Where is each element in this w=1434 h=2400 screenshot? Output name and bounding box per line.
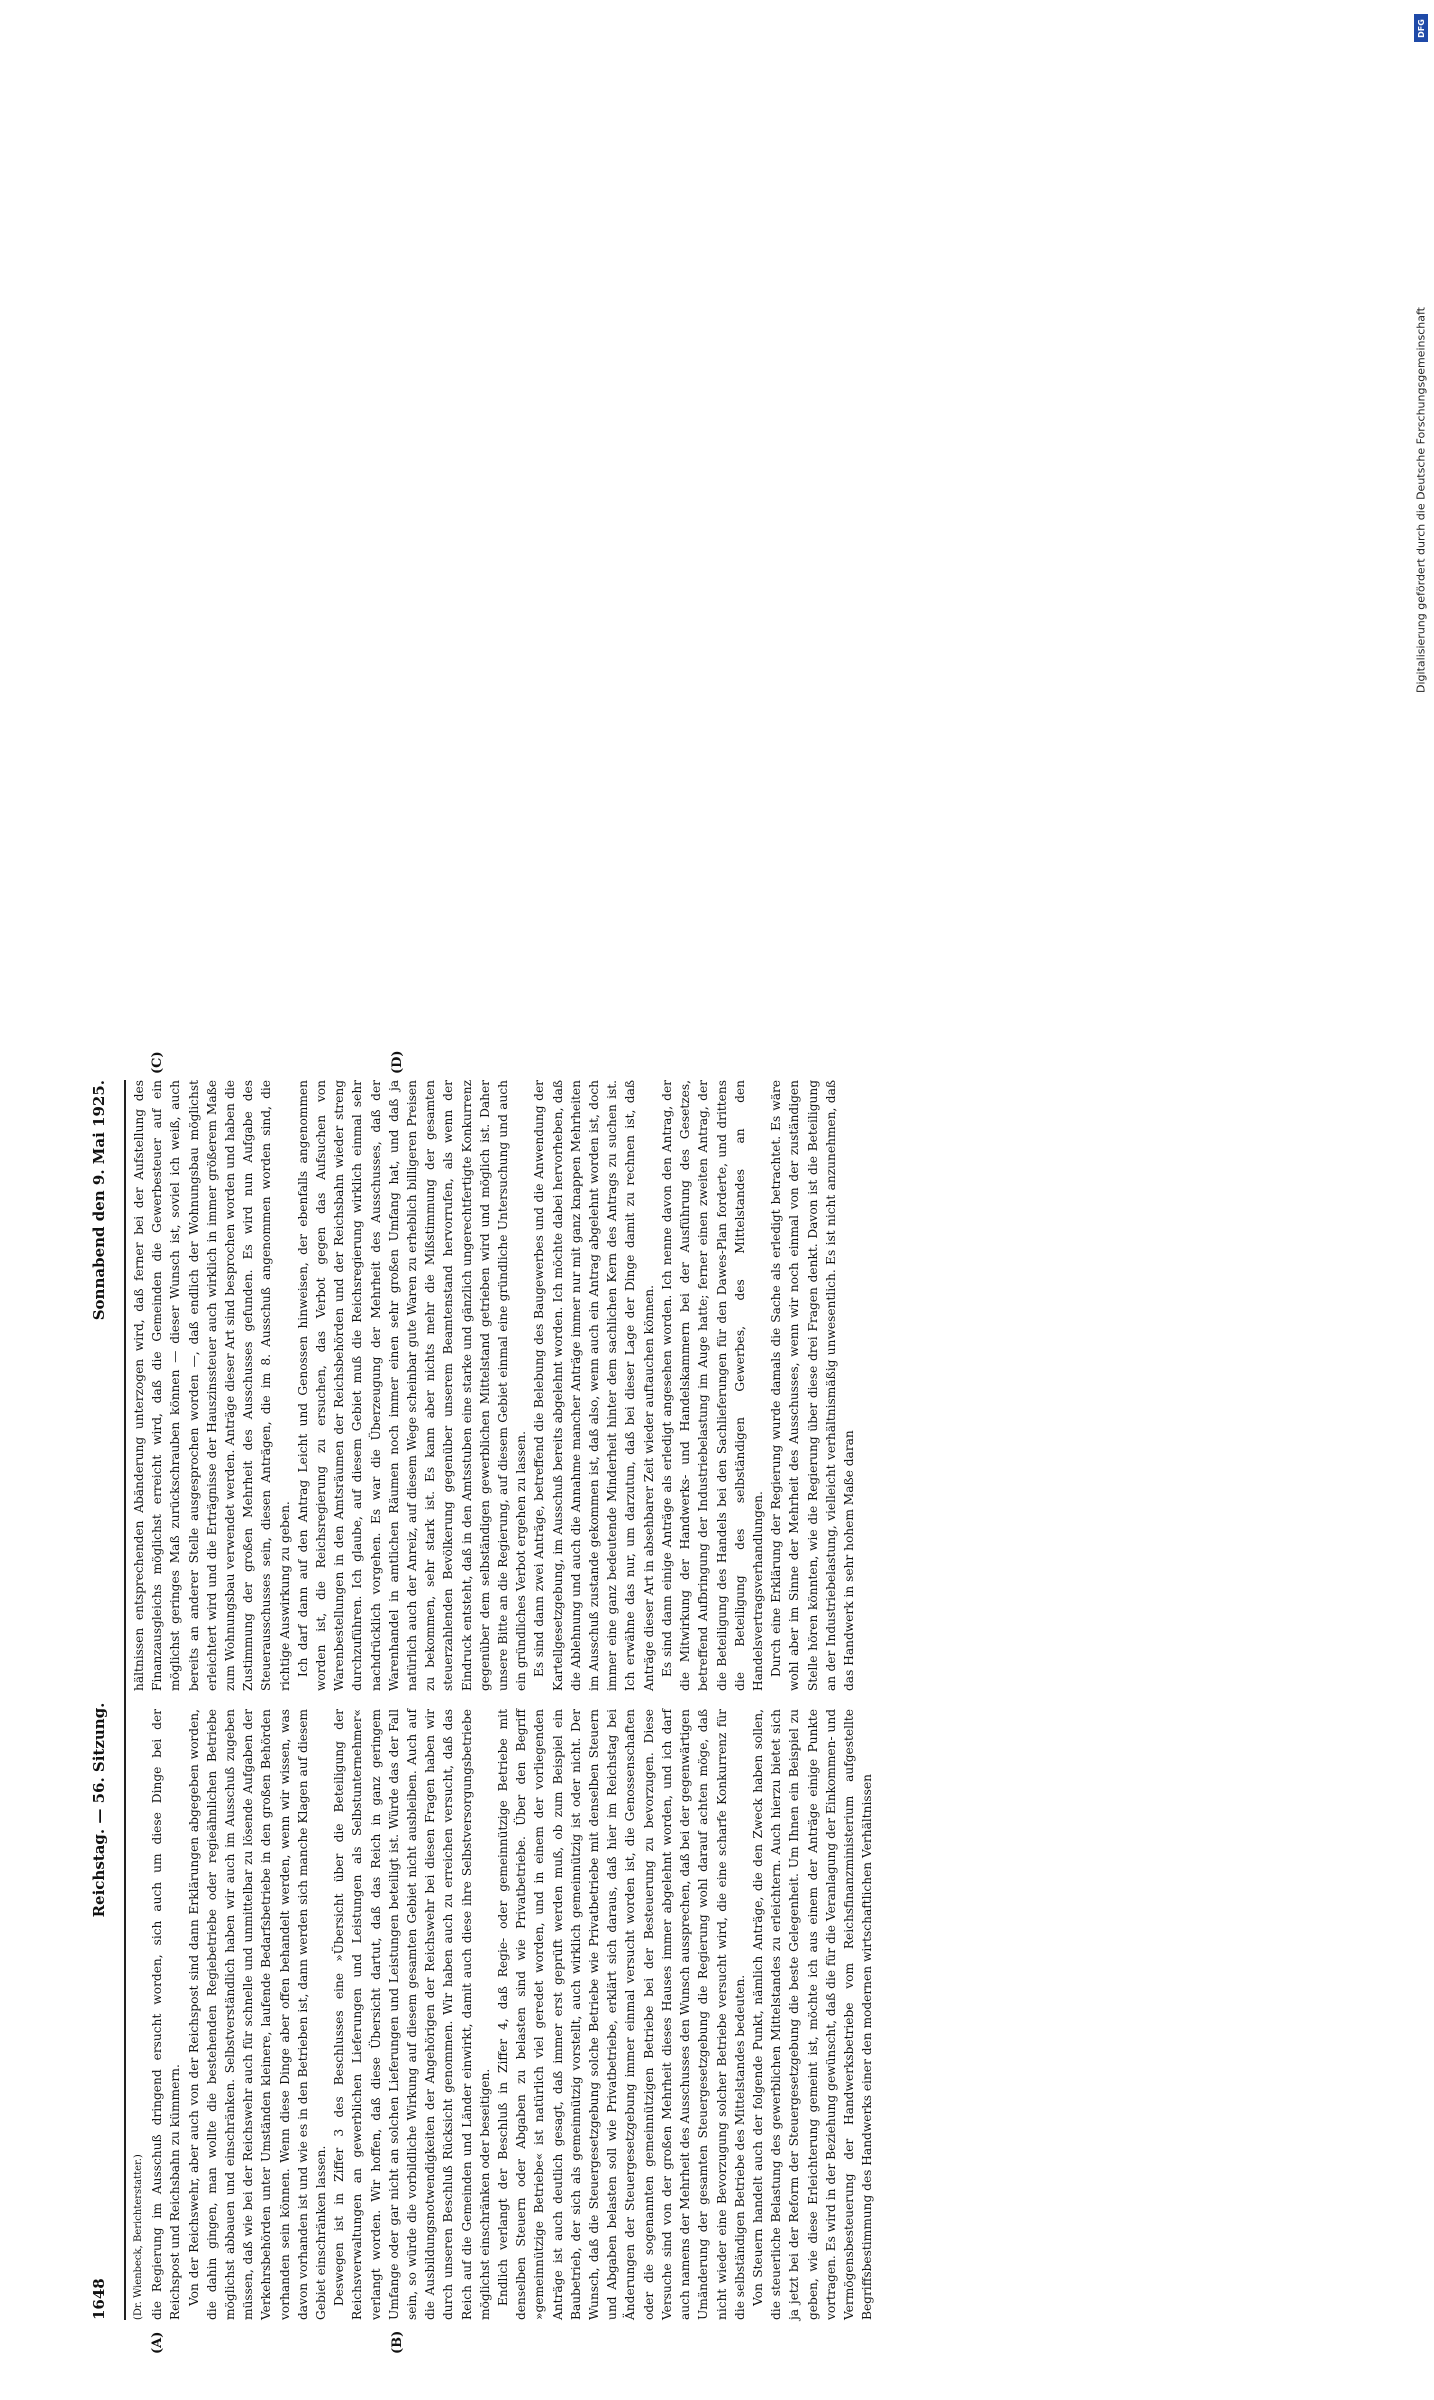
paragraph: Ich darf dann auf den Antrag Leicht und Genossen hinweisen, der ebenfalls angenommen worden ist, die Reichsregierung zu ersuchen, das Verbot gegen das Aufsuchen von Warenbestellungen in den Amtsräumen der Reichsbehörden und der Reichsbahn wieder streng durchzuführen. Ich glaube, auf diesem Gebiet muß die Reichsregierung wirklich einmal sehr nachdrücklich vorgehen. Es war die Überzeugung der Mehrheit des Ausschusses, daß der Warenhandel in amtlichen Räumen noch immer einen sehr großen Umfang hat, und daß ja natürlich auch der Anreiz, auf diesem Wege scheinbar gute Waren zu erheblich billigeren Preisen zu bekommen, sehr stark ist. Es kann aber nichts mehr die Mißstimmung der gesamten steuerzahlenden Bevölkerung gegenüber unserem Beamtenstand hervorrufen, als wenn der Eindruck entsteht, daß in den Amtsstuben eine starke und gänzlich ungerechtfertigte Konkurrenz gegenüber dem selbständigen gewerblichen Mittelstand getrieben wird und möglich ist. Daher unsere Bitte an die Regierung, auf diesem Gebiet einmal eine gründliche Untersuchung und auch ein gründliches Verbot ergehen zu lassen. xyxy=(295,1080,529,1691)
paragraph: Deswegen ist in Ziffer 3 des Beschlusses eine »Übersicht über die Beteiligung der Reichsverwaltungen an gewerblichen Lieferungen und Leistungen als Selbstunternehmer« verlangt worden. Wir hoffen, daß diese Übersicht dartut, daß das Reich in ganz geringem Umfange oder gar nicht an solchen Lieferungen und Leistungen beteiligt ist. Würde das der Fall sein, so würde die vorbildliche Wirkung auf diesem gesamten Gebiet nicht ausbleiben. Auch auf die Ausbildungsnotwendigkeiten der Angehörigen der Reichswehr bei diesen Fragen haben wir durch unseren Beschluß Rücksicht genommen. Wir haben auch zu erreichen versucht, daß das Reich auf die Gemeinden und Länder einwirkt, damit auch diese ihre Selbstversorgungsbetriebe möglichst einschränken oder beseitigen. xyxy=(332,1709,492,2320)
margin-mark-b: (B) xyxy=(390,2330,405,2354)
digitization-text: Digitalisierung gefördert durch die Deutsche Forschungsgemeinschaft xyxy=(1414,307,1428,693)
paragraph: Von Steuern handelt auch der folgende Punkt, nämlich Anträge, die den Zweck haben sollen, die steuerliche Belastung des gewerblichen Mittelstandes zu erleichtern. Auch hierzu bietet sich ja jetzt bei der Reform der Steuergesetzgebung die beste Gelegenheit. Um Ihnen ein Beispiel zu geben, wie diese Erleichterung gemeint ist, möchte ich aus einem der Anträge einige Punkte vortragen. Es wird in der Beziehung gewünscht, daß die für die Veranlagung der Einkommen- und Vermögensbesteuerung der Handwerksbetriebe vom Reichsfinanzministerium aufgestellte Begriffsbestimmung des Handwerks einer den modernen wirtschaftlichen Verhältnissen xyxy=(750,1709,875,2320)
column-left xyxy=(130,1709,875,2320)
text-columns xyxy=(130,1080,875,2320)
session-title: Reichstag. — 56. Sitzung. xyxy=(90,1702,108,1918)
paragraph: Durch eine Erklärung der Regierung wurde damals die Sache als erledigt betrachtet. Es wäre wohl aber im Sinne der Mehrheit des Ausschusses, wenn wir noch einmal von der zuständigen Stelle hören könnten, wie die Regierung über diese drei Fragen denkt. Davon ist die Beteiligung an der Industriebelastung, vielleicht verhältnismäßig unwesentlich. Es ist nicht anzunehmen, daß das Handwerk in sehr hohem Maße daran xyxy=(769,1080,856,1691)
paragraph: die Regierung im Ausschuß dringend ersucht worden, sich auch um diese Dinge bei der Reichspost und Reichsbahn zu kümmern. xyxy=(150,1709,183,2320)
paragraph: Es sind dann zwei Anträge, betreffend die Belebung des Baugewerbes und die Anwendung der Kartellgesetzgebung, im Ausschuß bereits abgelehnt worden. Ich möchte dabei hervorheben, daß die Ablehnung und auch die Annahme mancher Anträge immer nur mit ganz knappen Mehrheiten im Ausschuß zustande gekommen ist, daß also, wenn auch ein Antrag abgelehnt worden ist, doch immer eine ganz bedeutende Minderheit hinter dem sachlichen Kern des Antrags zu suchen ist. Ich erwähne das nur, um darzutun, daß bei dieser Lage der Dinge damit zu rechnen ist, daß Anträge dieser Art in absehbarer Zeit wieder auftauchen können. xyxy=(532,1080,656,1691)
digitization-note xyxy=(1410,8,1432,992)
header-rule xyxy=(124,1080,126,2320)
page-sheet xyxy=(90,1050,1390,2354)
speaker-label: (Dr. Wienbeck, Berichterstatter.) xyxy=(133,2154,144,2320)
paragraph: Es sind dann einige Anträge als erledigt angesehen worden. Ich nenne davon den Antrag, der die Mitwirkung der Handwerks- und Handelskammern bei der Ausführung des Gesetzes, betreffend Aufbringung der Industriebelastung im Auge hatte; ferner einen zweiten Antrag, der die Beteiligung des Handels bei den Sachlieferungen für den Dawes-Plan forderte, und drittens die Beteiligung des selbständigen Gewerbes, des Mittelstandes an den Handelsvertragsverhandlungen. xyxy=(659,1080,765,1691)
column-right xyxy=(130,1080,856,1691)
dfg-logo: DFG xyxy=(1414,14,1428,42)
paragraph: Endlich verlangt der Beschluß in Ziffer 4, daß Regie- oder gemeinnützige Betriebe mit denselben Steuern oder Abgaben zu belasten sind wie Privatbetriebe. Über den Begriff »gemeinnützige Betriebe« ist natürlich viel geredet worden, und in einem der vorliegenden Anträge ist auch deutlich gesagt, daß immer erst geprüft werden muß, ob zum Beispiel ein Baubetrieb, der sich als gemeinnützig vorstellt, auch wirklich gemeinnützig ist oder nicht. Der Wunsch, daß die Steuergesetzgebung solche Betriebe wie Privatbetriebe mit denselben Steuern und Abgaben belasten soll wie Privatbetriebe, erklärt sich daraus, daß hier im Reichstag bei Änderungen der Steuergesetzgebung immer einmal versucht worden ist, die Genossenschaften oder die sogenannten gemeinnützigen Betriebe bei der Besteuerung zu bevorzugen. Diese Versuche sind von der großen Mehrheit dieses Hauses immer abgelehnt worden, und ich darf auch namens der Mehrheit des Ausschusses den Wunsch aussprechen, daß bei der gegenwärtigen Umänderung der gesamten Steuergesetzgebung die Regierung wohl darauf achten möge, daß nicht wieder eine Bevorzugung solcher Betriebe versucht wird, die eine scharfe Konkurrenz für die selbständigen Betriebe des Mittelstandes bedeuten. xyxy=(496,1709,747,2320)
margin-mark-d: (D) xyxy=(390,1050,405,1074)
margin-mark-c: (C) xyxy=(150,1051,165,1074)
rotated-page xyxy=(0,1050,1420,2400)
page-number: 1648 xyxy=(90,2278,108,2320)
paragraph: hältnissen entsprechenden Abänderung unterzogen wird, daß ferner bei der Aufstellung des Finanzausgleichs möglichst erreicht wird, daß die Gemeinden die Gewerbesteuer auf ein möglichst geringes Maß zurückschrauben können — dieser Wunsch ist, soviel ich weiß, auch bereits an anderer Stelle ausgesprochen worden —, daß endlich der Wohnungsbau möglichst erleichtert wird und die Erträgnisse der Hauszinssteuer auch wirklich in immer größerem Maße zum Wohnungsbau verwendet werden. Anträge dieser Art sind besprochen worden und haben die Zustimmung der großen Mehrheit des Ausschusses gefunden. Es wird nun Aufgabe des Steuerausschusses sein, diesen Anträgen, die im 8. Ausschuß angenommen worden sind, die richtige Auswirkung zu geben. xyxy=(132,1080,292,1691)
paragraph: Von der Reichswehr, aber auch von der Reichspost sind dann Erklärungen abgegeben worden, die dahin gingen, man wollte die bestehenden Regiebetriebe oder regieähnlichen Betriebe möglichst abbauen und einschränken. Selbstverständlich haben wir auch im Ausschuß zugeben müssen, daß wie bei der Reichswehr auch für schnelle und unmittelbar zu lösende Aufgaben der Verkehrsbehörden unter Umständen kleinere, laufende Bedarfsbetriebe in den großen Behörden vorhanden sein können. Wenn diese Dinge aber offen behandelt werden, wenn wir wissen, was davon vorhanden ist und wie es in den Betrieben ist, dann werden sich manche Klagen auf diesem Gebiet einschränken lassen. xyxy=(186,1709,329,2320)
session-date: Sonnabend den 9. Mai 1925. xyxy=(90,1080,108,1321)
margin-mark-a: (A) xyxy=(150,2331,165,2354)
